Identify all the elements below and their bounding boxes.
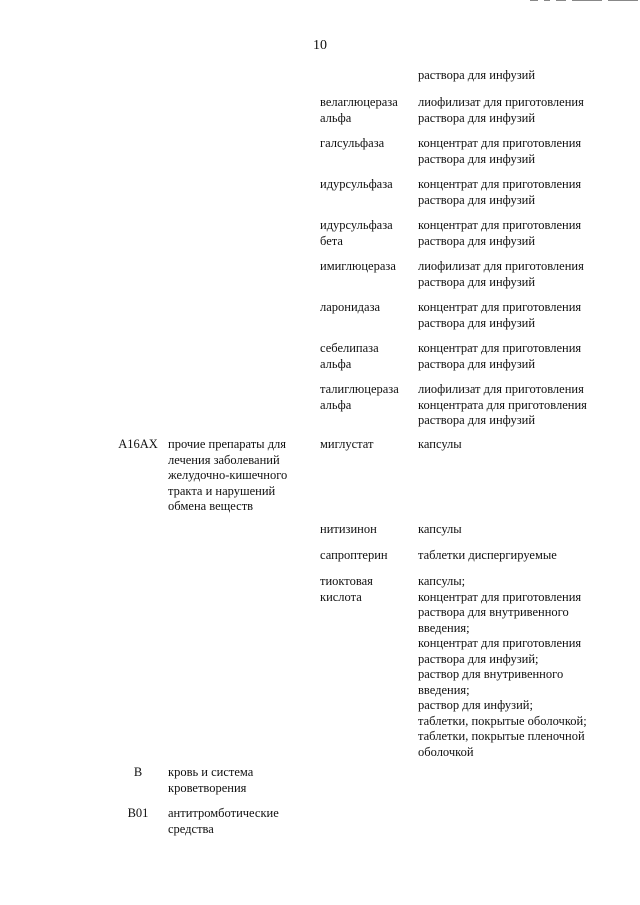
form-line: концентрат для приготовления <box>418 636 582 650</box>
drug-name-line: миглустат <box>320 437 374 451</box>
form-line: раствор для инфузий; <box>418 698 533 712</box>
form-line: раствор для внутривенного <box>418 667 564 681</box>
dosage-form-cell <box>418 95 618 126</box>
form-line: таблетки диспергируемые <box>418 548 557 562</box>
drug-name-line: кислота <box>320 589 362 604</box>
drug-name-cell <box>320 522 412 538</box>
group-name-cell <box>168 437 308 515</box>
form-line: таблетки, покрытые оболочкой; <box>418 713 587 728</box>
drug-name-line: талиглюцераза <box>320 382 399 396</box>
form-line: раствора для инфузий <box>418 233 536 248</box>
form-line: раствора для инфузий <box>418 68 536 82</box>
form-line: раствора для инфузий; <box>418 651 539 666</box>
form-line: капсулы <box>418 522 462 536</box>
drug-name-cell <box>320 437 412 453</box>
drug-name-line: ларонидаза <box>320 300 381 314</box>
atc-code: А16АХ <box>118 437 158 451</box>
drug-name-cell <box>320 574 412 605</box>
form-line: концентрат для приготовления <box>418 300 582 314</box>
drug-name-line: альфа <box>320 356 352 371</box>
dosage-form-cell <box>418 382 618 429</box>
drug-name-cell <box>320 300 412 316</box>
form-cell-continuation <box>418 68 618 84</box>
drug-name-cell <box>320 177 412 193</box>
dosage-form-cell <box>418 574 618 760</box>
dosage-form-cell <box>418 177 618 208</box>
group-name-line: средства <box>168 821 214 836</box>
drug-name-line: бета <box>320 233 343 248</box>
form-line: раствора для инфузий <box>418 356 536 371</box>
drug-name-line: альфа <box>320 110 352 125</box>
form-line: раствора для инфузий <box>418 192 536 207</box>
group-name-line: кровь и система <box>168 765 254 779</box>
drug-name-line: идурсульфаза <box>320 218 393 232</box>
form-line: капсулы <box>418 437 462 451</box>
form-line: лиофилизат для приготовления <box>418 382 584 396</box>
dosage-form-cell <box>418 136 618 167</box>
form-line: капсулы; <box>418 574 466 588</box>
form-line: раствора для инфузий <box>418 274 536 289</box>
form-line: концентрат для приготовления <box>418 341 582 355</box>
drug-name-line: альфа <box>320 397 352 412</box>
drug-name-cell <box>320 95 412 126</box>
group-name-line: антитромботические <box>168 806 279 820</box>
form-line: раствора для инфузий <box>418 110 536 125</box>
drug-name-cell <box>320 548 412 564</box>
dosage-form-cell <box>418 341 618 372</box>
form-line: концентрат для приготовления <box>418 218 582 232</box>
form-line: оболочкой <box>418 744 474 759</box>
form-line: таблетки, покрытые пленочной <box>418 729 585 743</box>
form-line: концентрат для приготовления <box>418 136 582 150</box>
dosage-form-cell <box>418 548 618 564</box>
form-line: концентрат для приготовления <box>418 589 582 604</box>
dosage-form-cell <box>418 300 618 331</box>
drug-name-line: идурсульфаза <box>320 177 393 191</box>
drug-name-cell <box>320 218 412 249</box>
group-name-cell <box>168 806 308 837</box>
form-line: лиофилизат для приготовления <box>418 259 584 273</box>
group-name-line: обмена веществ <box>168 499 254 513</box>
group-name-line: желудочно-кишечного <box>168 468 288 482</box>
drug-name-line: нитизинон <box>320 522 377 536</box>
drug-name-line: тиоктовая <box>320 574 373 588</box>
form-line: лиофилизат для приготовления <box>418 95 584 109</box>
form-line: концентрата для приготовления <box>418 397 587 412</box>
group-name-line: прочие препараты для <box>168 437 287 451</box>
form-line: раствора для инфузий <box>418 315 536 330</box>
drug-name-line: имиглюцераза <box>320 259 396 273</box>
form-line: раствора для внутривенного <box>418 605 569 619</box>
drug-name-line: сапроптерин <box>320 548 388 562</box>
form-line: концентрат для приготовления <box>418 177 582 191</box>
group-name-line: кроветворения <box>168 780 247 795</box>
drug-name-line: себелипаза <box>320 341 379 355</box>
group-name-line: лечения заболеваний <box>168 452 280 467</box>
form-line: раствора для инфузий <box>418 413 536 427</box>
page-number: 10 <box>313 38 327 53</box>
drug-name-line: велаглюцераза <box>320 95 398 109</box>
drug-name-cell <box>320 136 412 152</box>
form-line: раствора для инфузий <box>418 151 536 166</box>
atc-code: В01 <box>127 806 149 820</box>
dosage-form-cell <box>418 218 618 249</box>
dosage-form-cell <box>418 522 618 538</box>
drug-name-line: галсульфаза <box>320 136 385 150</box>
atc-code: В <box>133 765 143 779</box>
dosage-form-cell <box>418 437 618 453</box>
form-line: введения; <box>418 682 470 697</box>
form-line: введения; <box>418 620 470 635</box>
drug-name-cell <box>320 341 412 372</box>
group-name-cell <box>168 765 308 796</box>
dosage-form-cell <box>418 259 618 290</box>
scan-corner-mark <box>520 0 640 2</box>
drug-name-cell <box>320 259 412 275</box>
drug-name-cell <box>320 382 412 413</box>
group-name-line: тракта и нарушений <box>168 483 276 498</box>
